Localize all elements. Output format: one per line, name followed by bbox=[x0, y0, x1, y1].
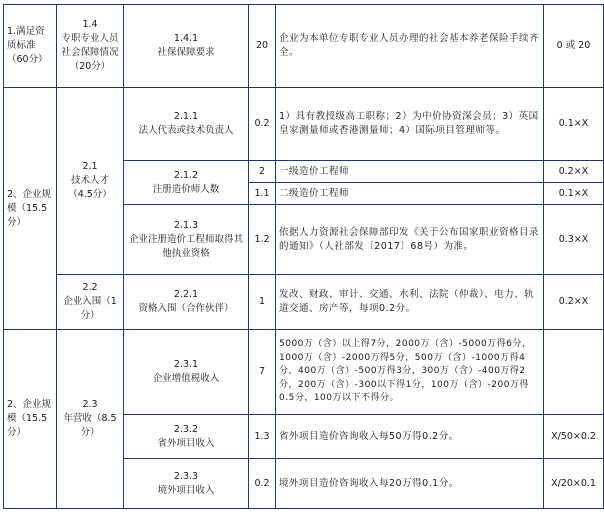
item-cell: 2.2.1 资格入围（合作伙伴） bbox=[124, 275, 249, 330]
description-cell: 一级造价工程师 bbox=[276, 161, 544, 183]
formula-cell: 0.2×X bbox=[544, 161, 604, 183]
description-cell: 二级造价工程师 bbox=[276, 183, 544, 205]
formula-cell bbox=[544, 330, 604, 415]
formula-cell: 0.1×X bbox=[544, 88, 604, 161]
item-cell: 2.3.2 省外项目收入 bbox=[124, 415, 249, 459]
formula-cell: X/50×0.2 bbox=[544, 415, 604, 459]
table-row bbox=[4, 275, 604, 330]
score-cell: 2 bbox=[249, 161, 276, 183]
table-row bbox=[4, 5, 604, 88]
score-cell: 0.2 bbox=[249, 459, 276, 509]
description-cell: 1）具有教授级高工职称；2）为中价协资深会员；3）英国皇家测量师或香港测量师；4）国际项目管理师等。 bbox=[276, 88, 544, 161]
description-cell: 企业为本单位专职专业人员办理的社会基本养老保险手续齐全。 bbox=[276, 5, 544, 88]
subcategory-cell: 2.3 年营收（8.5分） bbox=[57, 330, 124, 509]
item-cell: 2.1.2 注册造价师人数 bbox=[124, 161, 249, 205]
scoring-table bbox=[3, 4, 604, 509]
item-cell: 2.1.3 企业注册造价工程师取得其他执业资格 bbox=[124, 205, 249, 275]
description-cell: 依据人力资源社会保障部印发《关于公布国家职业资格目录的通知》（人社部发〔2017〕68号）为准。 bbox=[276, 205, 544, 275]
score-cell: 1 bbox=[249, 275, 276, 330]
formula-cell: X/20×0.1 bbox=[544, 459, 604, 509]
item-cell: 2.3.3 境外项目收入 bbox=[124, 459, 249, 509]
subcategory-cell: 2.2 企业入围（1分） bbox=[57, 275, 124, 330]
score-cell: 1.2 bbox=[249, 205, 276, 275]
item-cell: 2.3.1 企业增值税收入 bbox=[124, 330, 249, 415]
item-cell: 1.4.1 社保保障要求 bbox=[124, 5, 249, 88]
category-cell: 2、企业规模（15.5分） bbox=[4, 88, 57, 330]
formula-cell: 0.3×X bbox=[544, 205, 604, 275]
item-cell: 2.1.1 法人代表或技术负责人 bbox=[124, 88, 249, 161]
formula-cell: 0.2×X bbox=[544, 275, 604, 330]
description-cell: 省外项目造价咨询收入每50万得0.2分。 bbox=[276, 415, 544, 459]
description-cell: 5000万（含）以上得7分，2000万（含）-5000万得6分，1000万（含）-2000万得5分，500万（含）-1000万得4分，400万（含）-500万得3分，300万（含）-400万得2分，200万（含）-300以下得1分，100万（含）-200万得0.5分，100万以下不得分。 bbox=[276, 330, 544, 415]
formula-cell: 0 或 20 bbox=[544, 5, 604, 88]
score-cell: 20 bbox=[249, 5, 276, 88]
score-cell: 7 bbox=[249, 330, 276, 415]
score-cell: 1.1 bbox=[249, 183, 276, 205]
category-cell: 2、企业规模（15.5分） bbox=[4, 330, 57, 509]
table-row bbox=[4, 330, 604, 415]
formula-cell: 0.1×X bbox=[544, 183, 604, 205]
subcategory-cell: 2.1 技术人才（4.5分） bbox=[57, 88, 124, 275]
description-cell: 境外项目造价咨询收入每20万得0.1分。 bbox=[276, 459, 544, 509]
score-cell: 1.3 bbox=[249, 415, 276, 459]
category-cell: 1.满足资质标准（60分） bbox=[4, 5, 57, 88]
subcategory-cell: 1.4 专职专业人员社会保障情况（20分） bbox=[57, 5, 124, 88]
description-cell: 发改、财政、审计、交通、水利、法院（仲裁）、电力、轨道交通、房产等，每项0.2分。 bbox=[276, 275, 544, 330]
table-row bbox=[4, 88, 604, 161]
score-cell: 0.2 bbox=[249, 88, 276, 161]
